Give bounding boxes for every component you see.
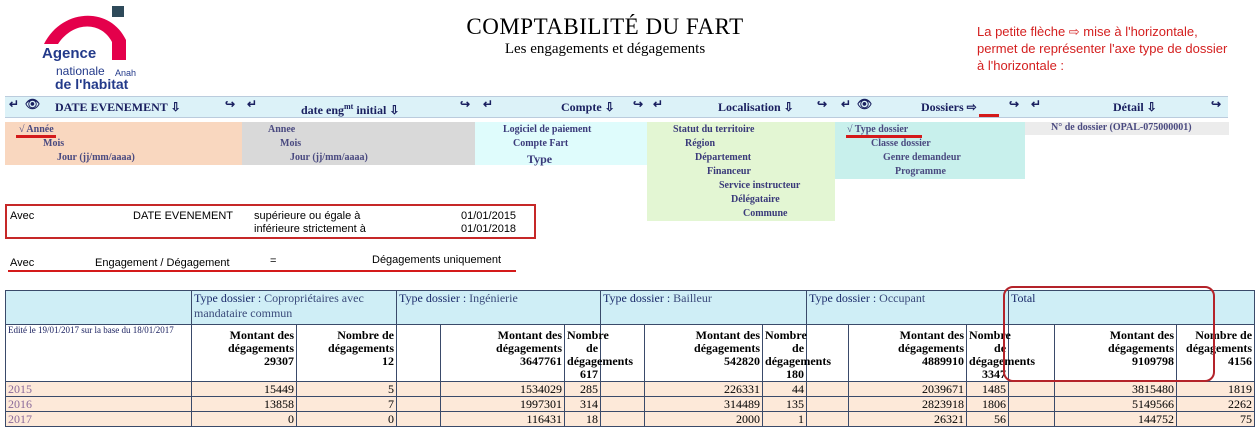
col-nombre-label: Nombre de dégagements <box>567 328 634 368</box>
group-montant: 3647761 <box>520 354 563 368</box>
block-localisation <box>647 122 835 221</box>
total-nombre: 4156 <box>1228 354 1253 368</box>
row-spacer <box>807 397 849 412</box>
header-group <box>397 291 601 325</box>
cell-nombre: 7 <box>297 397 397 412</box>
cell-montant: 116431 <box>441 412 565 427</box>
filter1-v1: 01/01/2015 <box>461 210 517 222</box>
axis-compte[interactable]: Compte ⇩ <box>561 100 615 114</box>
col-montant-label: Montant des dégagements <box>1108 328 1175 355</box>
axis-dossiers-label: Dossiers <box>921 100 964 114</box>
col-nombre-label: Nombre de dégagements <box>1186 328 1253 355</box>
filter1-op1: supérieure ou égale à <box>254 210 361 222</box>
row-spacer <box>601 412 645 427</box>
col-montant-label: Montant des dégagements <box>496 328 563 355</box>
arrow-left-icon[interactable]: ↵ <box>483 97 494 111</box>
level-statut[interactable]: Statut du territoire <box>673 124 755 135</box>
block-date-eng-initial <box>242 122 475 165</box>
subheader-spacer <box>397 325 441 382</box>
col-nombre-label: Nombre de dégagements <box>765 328 832 368</box>
filter2-value: Dégagements uniquement <box>372 254 502 266</box>
header-group <box>601 291 807 325</box>
table-row <box>6 397 1255 412</box>
level-region[interactable]: Région <box>685 138 715 149</box>
level-annee[interactable]: √ Année <box>19 124 54 135</box>
cell-nombre: 135 <box>763 397 807 412</box>
filter1-op2: inférieure strictement à <box>254 223 366 235</box>
group-montant: 542820 <box>724 354 761 368</box>
level-financeur[interactable]: Financeur <box>707 166 751 177</box>
header-empty <box>6 291 192 325</box>
group-type: Bailleur <box>673 291 712 305</box>
arrow-left-icon[interactable]: ↵ <box>247 97 258 111</box>
group-type: Occupant <box>879 291 926 305</box>
group-type: Copropriétaires avec mandataire commun <box>194 291 364 320</box>
row-year[interactable]: 2015 <box>6 382 192 397</box>
row-spacer <box>397 382 441 397</box>
level-type[interactable]: Type <box>527 152 553 166</box>
red-underline <box>979 114 999 117</box>
row-spacer <box>397 412 441 427</box>
row-spacer <box>397 397 441 412</box>
red-underline <box>8 270 516 272</box>
level-mois[interactable]: Mois <box>280 138 302 149</box>
level-compte-fart[interactable]: Compte Fart <box>513 138 569 149</box>
level-departement[interactable]: Département <box>695 152 752 163</box>
arrow-right-icon[interactable]: ↪ <box>633 97 644 111</box>
cell-montant: 2039671 <box>849 382 967 397</box>
subheader-cell <box>192 325 297 382</box>
row-spacer <box>1009 382 1055 397</box>
total-montant: 9109798 <box>1132 354 1175 368</box>
cell-montant: 26321 <box>849 412 967 427</box>
row-spacer <box>1009 412 1055 427</box>
logo-line2: nationale <box>56 64 105 78</box>
cell-nombre: 285 <box>565 382 601 397</box>
subheader-cell <box>763 325 832 382</box>
cell-montant: 3815480 <box>1055 382 1177 397</box>
logo-line3: de l'habitat <box>55 76 129 92</box>
cell-nombre: 1819 <box>1177 382 1255 397</box>
level-programme[interactable]: Programme <box>895 166 946 177</box>
level-genre[interactable]: Genre demandeur <box>883 152 961 163</box>
cell-nombre: 18 <box>565 412 601 427</box>
cell-nombre: 1806 <box>967 397 1009 412</box>
filter2-field: Engagement / Dégagement <box>95 257 230 269</box>
horizontal-arrow-icon[interactable]: ⇨ <box>966 100 977 114</box>
arrow-left-icon[interactable]: ↵ <box>841 97 852 111</box>
filter2-op: = <box>270 255 277 267</box>
group-nombre: 3347 <box>982 367 1007 381</box>
row-spacer <box>601 382 645 397</box>
cell-nombre: 56 <box>967 412 1009 427</box>
axis-date-eng-initial[interactable] <box>301 97 399 117</box>
row-spacer <box>1009 397 1055 412</box>
cell-montant: 144752 <box>1055 412 1177 427</box>
level-classe-dossier[interactable]: Classe dossier <box>871 138 931 149</box>
edit-note: Edité le 19/01/2017 sur la base du 18/01/2017 <box>6 325 192 382</box>
cell-montant: 226331 <box>645 382 763 397</box>
filter1-v2: 01/01/2018 <box>461 223 517 235</box>
cell-montant: 2823918 <box>849 397 967 412</box>
subheader-cell <box>849 325 967 382</box>
cell-nombre: 1485 <box>967 382 1009 397</box>
header-group <box>807 291 1009 325</box>
col-nombre-label: Nombre de dégagements <box>969 328 1036 368</box>
group-nombre: 617 <box>580 367 599 381</box>
block-detail <box>1025 122 1229 135</box>
group-montant: 4889910 <box>922 354 965 368</box>
logo-line4: Anah <box>115 68 137 78</box>
arrow-right-icon[interactable]: ↪ <box>817 97 828 111</box>
cell-montant: 5149566 <box>1055 397 1177 412</box>
axis-date-eng-label: date eng <box>301 103 344 117</box>
cell-nombre: 75 <box>1177 412 1255 427</box>
cell-montant: 2000 <box>645 412 763 427</box>
axis-dossiers[interactable] <box>921 97 977 117</box>
col-montant-label: Montant des dégagements <box>228 328 294 355</box>
cell-nombre: 1 <box>763 412 807 427</box>
row-year[interactable]: 2016 <box>6 397 192 412</box>
axis-date-eng-sup: mt <box>344 102 354 111</box>
level-logiciel[interactable]: Logiciel de paiement <box>503 124 592 135</box>
group-montant: 29307 <box>264 354 294 368</box>
level-service[interactable]: Service instructeur <box>719 180 801 191</box>
axis-date-eng-rest: initial ⇩ <box>353 103 400 117</box>
cell-montant: 15449 <box>192 382 297 397</box>
level-annee[interactable]: Annee <box>268 124 296 135</box>
row-year[interactable]: 2017 <box>6 412 192 427</box>
table-row <box>6 412 1255 427</box>
cell-montant: 0 <box>192 412 297 427</box>
subheader-cell <box>645 325 763 382</box>
cell-nombre: 0 <box>297 412 397 427</box>
block-date-evenement <box>5 122 242 165</box>
red-underline <box>846 135 922 138</box>
group-nombre: 12 <box>382 354 395 368</box>
subheader-cell <box>565 325 634 382</box>
total-label: Total <box>1011 291 1036 305</box>
annotation-note: La petite flèche ⇨ mise à l'horizontale, permet de représenter l'axe type de dossier à l'horizontale : <box>977 24 1228 73</box>
subheader-cell <box>441 325 565 382</box>
axis-header-bar <box>5 96 1228 118</box>
logo-line1: Agence <box>42 45 97 62</box>
type-label: Type dossier : <box>603 291 671 305</box>
row-spacer <box>601 397 645 412</box>
subheader-cell <box>297 325 397 382</box>
filter2-avec: Avec <box>10 257 35 269</box>
cell-montant: 1997301 <box>441 397 565 412</box>
type-label: Type dossier : <box>194 291 262 305</box>
filter1-field: DATE EVENEMENT <box>133 210 234 222</box>
table-row <box>6 382 1255 397</box>
cell-montant: 314489 <box>645 397 763 412</box>
group-nombre: 180 <box>786 367 805 381</box>
level-commune[interactable]: Commune <box>743 208 788 219</box>
red-underline <box>16 135 56 138</box>
row-spacer <box>807 412 849 427</box>
col-montant-label: Montant des dégagements <box>898 328 965 355</box>
cell-nombre: 44 <box>763 382 807 397</box>
block-compte <box>475 122 647 165</box>
total-highlight-box <box>1003 286 1215 382</box>
eye-icon[interactable]: 👁 <box>25 97 41 111</box>
type-label: Type dossier : <box>809 291 877 305</box>
filter1-avec: Avec <box>10 210 35 222</box>
axis-date-evenement[interactable]: DATE EVENEMENT ⇩ <box>55 100 181 114</box>
col-nombre-label: Nombre de dégagements <box>328 328 395 355</box>
level-jour[interactable]: Jour (jj/mm/aaaa) <box>57 152 135 163</box>
page-title: COMPTABILITÉ DU FART <box>466 14 744 39</box>
axis-localisation[interactable]: Localisation ⇩ <box>718 100 794 114</box>
arrow-right-icon[interactable]: ↪ <box>460 97 471 111</box>
arrow-left-icon[interactable]: ↵ <box>653 97 664 111</box>
cell-montant: 1534029 <box>441 382 565 397</box>
arrow-right-icon[interactable]: ↪ <box>1009 97 1020 111</box>
group-type: Ingénierie <box>469 291 518 305</box>
level-mois[interactable]: Mois <box>43 138 65 149</box>
level-delegataire[interactable]: Délégataire <box>731 194 780 205</box>
subheader-spacer <box>807 325 849 382</box>
arrow-right-icon[interactable]: ↪ <box>225 97 236 111</box>
type-label: Type dossier : <box>399 291 467 305</box>
cell-nombre: 314 <box>565 397 601 412</box>
level-num-dossier[interactable]: N° de dossier (OPAL-075000001) <box>1051 122 1192 133</box>
col-montant-label: Montant des dégagements <box>694 328 761 355</box>
row-spacer <box>807 382 849 397</box>
eye-icon[interactable]: 👁 <box>857 97 873 111</box>
axis-detail[interactable]: Détail ⇩ <box>1113 100 1157 114</box>
arrow-left-icon[interactable]: ↵ <box>1031 97 1042 111</box>
arrow-right-icon[interactable]: ↪ <box>1211 97 1222 111</box>
level-type-dossier[interactable]: √ Type dossier <box>847 124 909 135</box>
arrow-left-icon[interactable]: ↵ <box>9 97 20 111</box>
cell-nombre: 2262 <box>1177 397 1255 412</box>
page-subtitle: Les engagements et dégagements <box>504 41 706 57</box>
level-jour[interactable]: Jour (jj/mm/aaaa) <box>290 152 368 163</box>
cell-nombre: 5 <box>297 382 397 397</box>
anah-logo <box>22 4 172 92</box>
cell-montant: 13858 <box>192 397 297 412</box>
block-dossiers <box>835 122 1025 179</box>
header-group <box>192 291 397 325</box>
